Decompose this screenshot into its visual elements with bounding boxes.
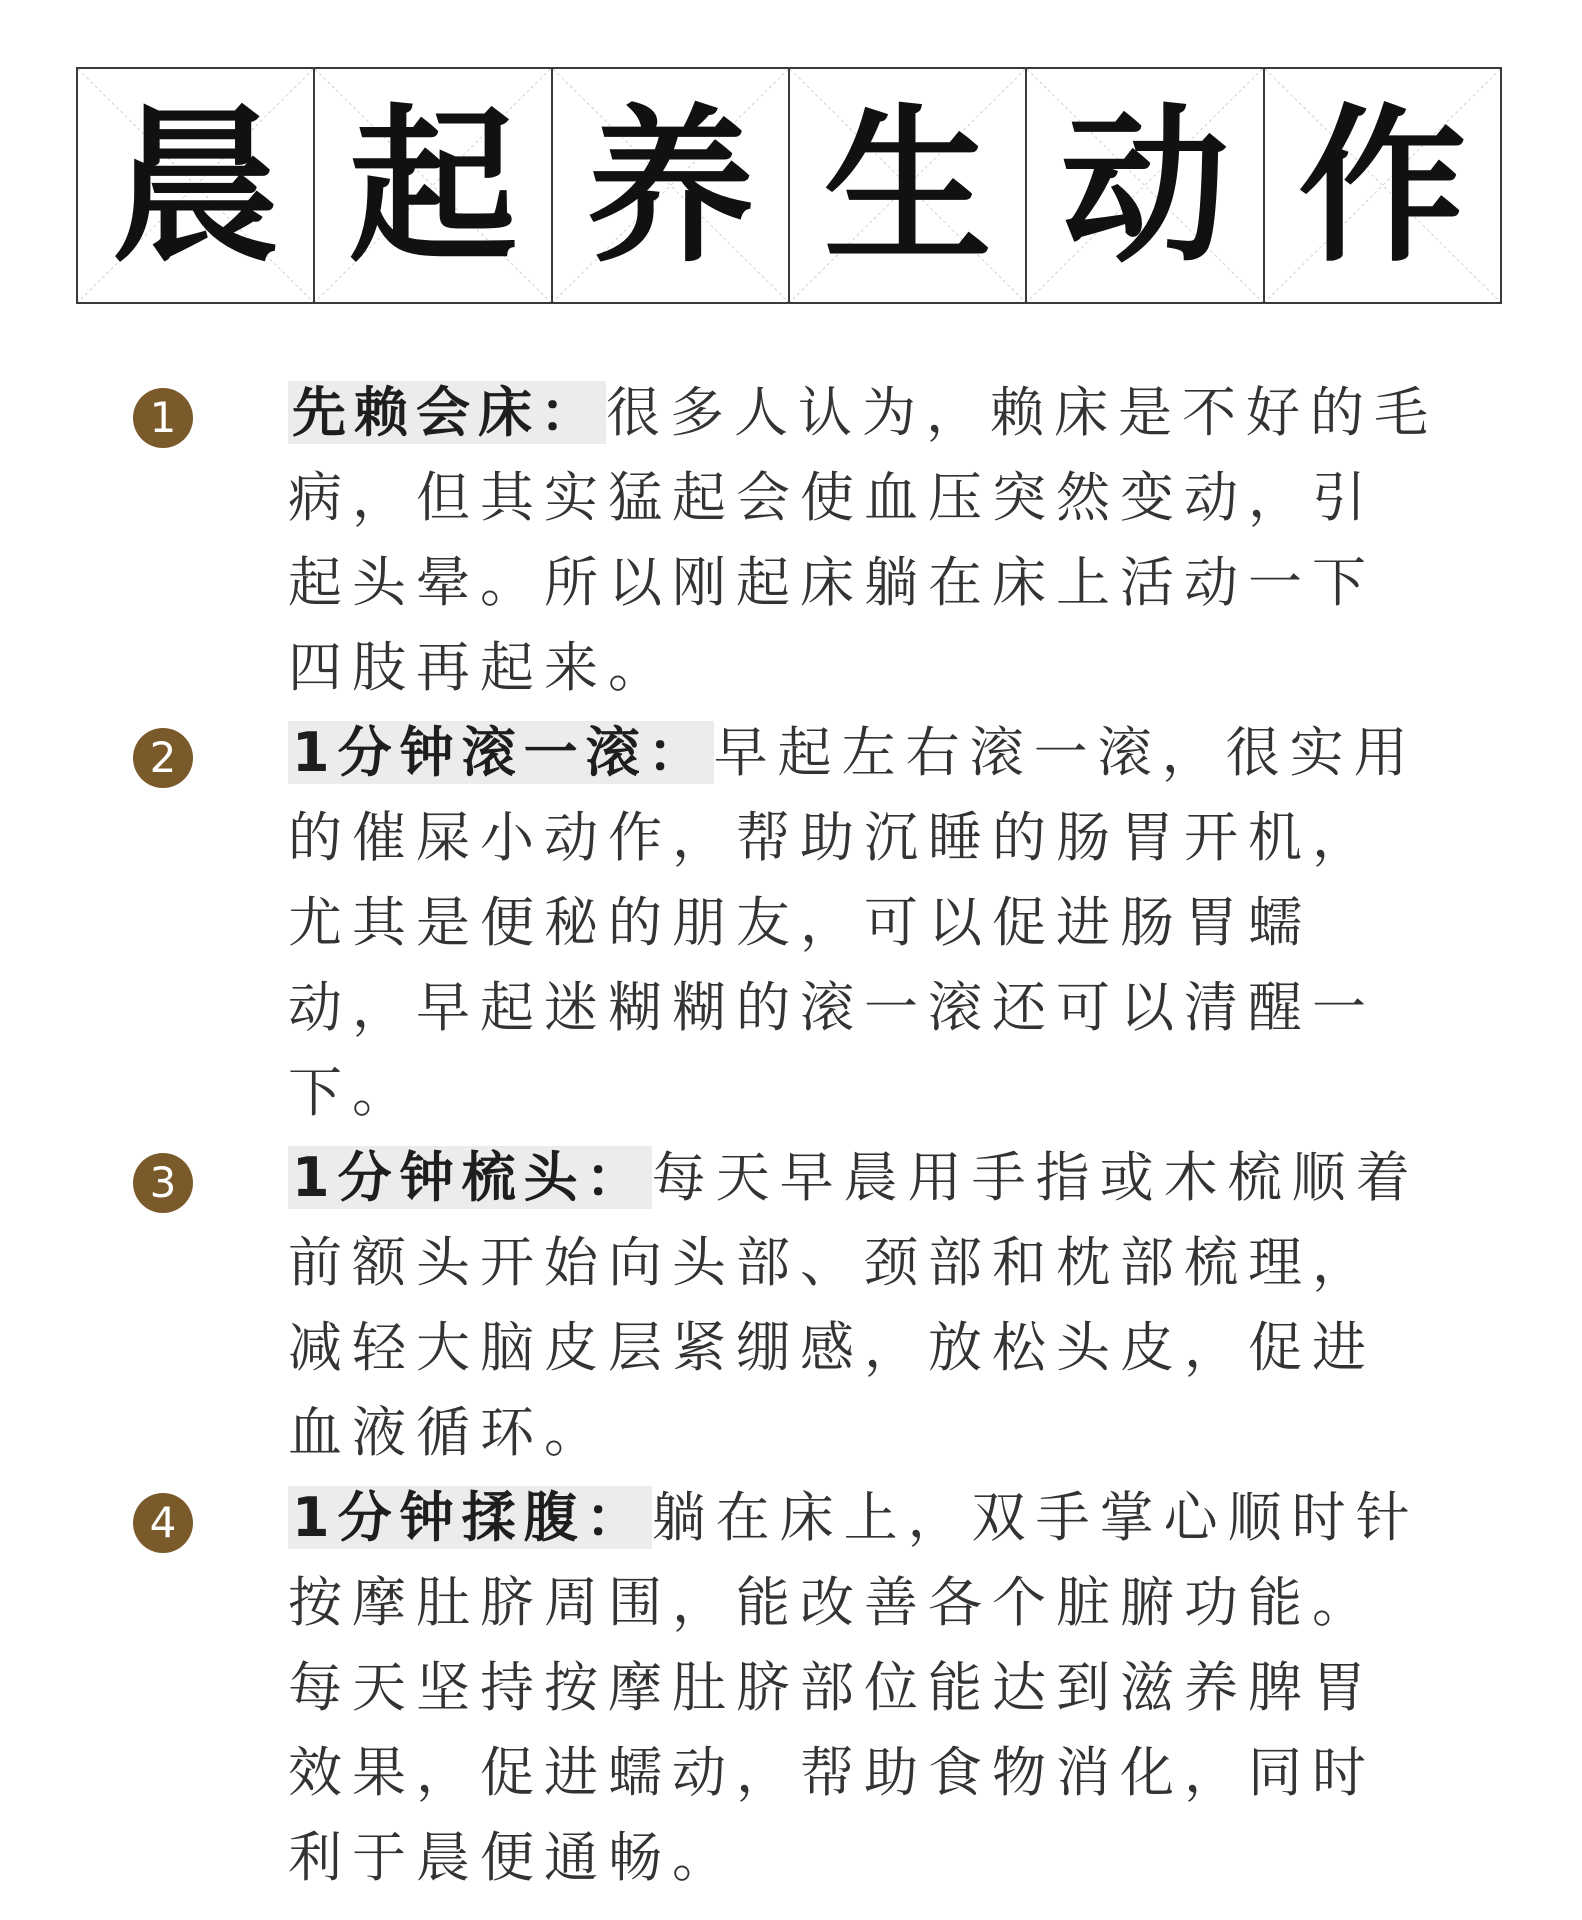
item-body: 早起左右滚一滚，很实用的催屎小动作，帮助沉睡的肠胃开机，尤其是便秘的朋友，可以促进肠胃蠕动，早起迷糊糊的滚一滚还可以清醒一下。 <box>288 721 1418 1124</box>
title-cell <box>78 69 315 302</box>
number-badge: 4 <box>133 1493 193 1553</box>
item-body: 很多人认为，赖床是不好的毛病，但其实猛起会使血压突然变动，引起头晕。所以刚起床躺在床上活动一下四肢再起来。 <box>288 381 1438 699</box>
item-paragraph <box>288 370 1438 710</box>
title-cell <box>315 69 552 302</box>
item-body: 每天早晨用手指或木梳顺着前额头开始向头部、颈部和枕部梳理，减轻大脑皮层紧绷感，放松头皮，促进血液循环。 <box>288 1146 1420 1464</box>
item-heading: 1分钟揉腹： <box>288 1486 652 1549</box>
title-char: 生 <box>823 86 992 285</box>
item-heading: 1分钟滚一滚： <box>288 721 714 784</box>
item-paragraph <box>288 1475 1438 1900</box>
title-cell <box>1265 69 1500 302</box>
title-cell <box>553 69 790 302</box>
title-char: 作 <box>1298 86 1467 285</box>
title-cell <box>790 69 1027 302</box>
title-char: 动 <box>1060 86 1229 285</box>
title-cell <box>1027 69 1264 302</box>
number-badge: 2 <box>133 728 193 788</box>
item-heading: 先赖会床： <box>288 381 606 444</box>
item-body: 躺在床上，双手掌心顺时针按摩肚脐周围，能改善各个脏腑功能。每天坚持按摩肚脐部位能达到滋养脾胃效果，促进蠕动，帮助食物消化，同时利于晨便通畅。 <box>288 1486 1420 1889</box>
title-char: 养 <box>586 86 755 285</box>
title-char: 起 <box>348 86 517 285</box>
item-paragraph <box>288 710 1438 1135</box>
item-heading: 1分钟梳头： <box>288 1146 652 1209</box>
title-grid <box>76 67 1502 304</box>
number-badge: 3 <box>133 1153 193 1213</box>
title-char: 晨 <box>111 86 280 285</box>
number-badge: 1 <box>133 388 193 448</box>
item-paragraph <box>288 1135 1438 1475</box>
